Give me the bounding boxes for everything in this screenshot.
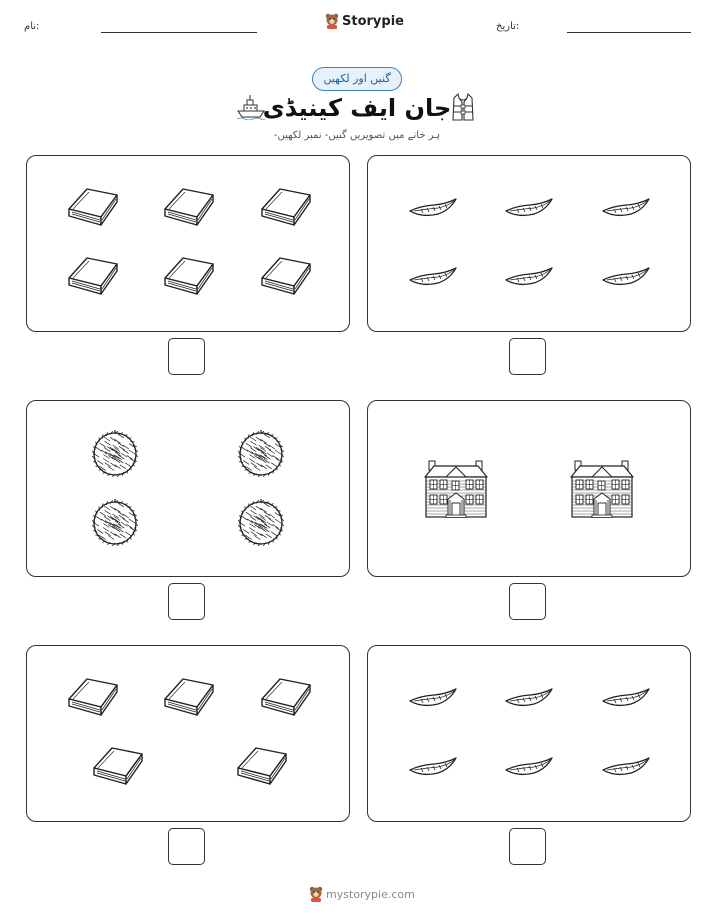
- counting-panel: [26, 645, 350, 822]
- coconut-icon: [90, 428, 140, 478]
- brand-name: Storypie: [342, 13, 404, 29]
- instructions-text: ہر خانے میں تصویریں گنیں- نمبر لکھیں-: [273, 130, 441, 141]
- book-icon: [90, 744, 144, 790]
- life-jacket-icon: [450, 92, 476, 126]
- date-label: تاریخ:: [496, 21, 520, 32]
- answer-box[interactable]: [168, 583, 205, 620]
- canoe-icon: [408, 196, 458, 220]
- book-icon: [161, 675, 215, 721]
- house-icon: [570, 459, 634, 519]
- book-icon: [161, 185, 215, 231]
- answer-box[interactable]: [168, 828, 205, 865]
- date-line[interactable]: [567, 32, 691, 33]
- canoe-icon: [601, 196, 651, 220]
- answer-box[interactable]: [509, 338, 546, 375]
- answer-box[interactable]: [509, 828, 546, 865]
- name-line[interactable]: [101, 32, 257, 33]
- canoe-icon: [601, 755, 651, 779]
- canoe-icon: [601, 686, 651, 710]
- canoe-icon: [408, 265, 458, 289]
- canoe-icon: [408, 755, 458, 779]
- book-icon: [258, 675, 312, 721]
- worksheet-title: جان ایف کینیڈی: [262, 94, 452, 122]
- book-icon: [234, 744, 288, 790]
- counting-panel: [26, 155, 350, 332]
- coconut-icon: [236, 428, 286, 478]
- canoe-icon: [504, 196, 554, 220]
- counting-panel: [367, 645, 691, 822]
- bear-mascot-icon: [309, 886, 323, 902]
- book-icon: [258, 254, 312, 300]
- counting-panel: [367, 155, 691, 332]
- answer-box[interactable]: [168, 338, 205, 375]
- book-icon: [65, 185, 119, 231]
- canoe-icon: [504, 686, 554, 710]
- footer-site: mystorypie.com: [326, 887, 415, 901]
- answer-box[interactable]: [509, 583, 546, 620]
- coconut-icon: [90, 497, 140, 547]
- bear-mascot-icon: [325, 13, 339, 29]
- coconut-icon: [236, 497, 286, 547]
- book-icon: [258, 185, 312, 231]
- counting-panel: [367, 400, 691, 577]
- footer-brand[interactable]: [309, 886, 415, 902]
- activity-tag: گنیں اور لکھیں: [312, 67, 402, 91]
- book-icon: [65, 675, 119, 721]
- name-label: نام:: [24, 21, 40, 32]
- canoe-icon: [601, 265, 651, 289]
- boat-icon: [237, 94, 265, 124]
- house-icon: [424, 459, 488, 519]
- counting-panel: [26, 400, 350, 577]
- book-icon: [161, 254, 215, 300]
- brand-logo: [325, 13, 404, 29]
- book-icon: [65, 254, 119, 300]
- canoe-icon: [408, 686, 458, 710]
- canoe-icon: [504, 265, 554, 289]
- canoe-icon: [504, 755, 554, 779]
